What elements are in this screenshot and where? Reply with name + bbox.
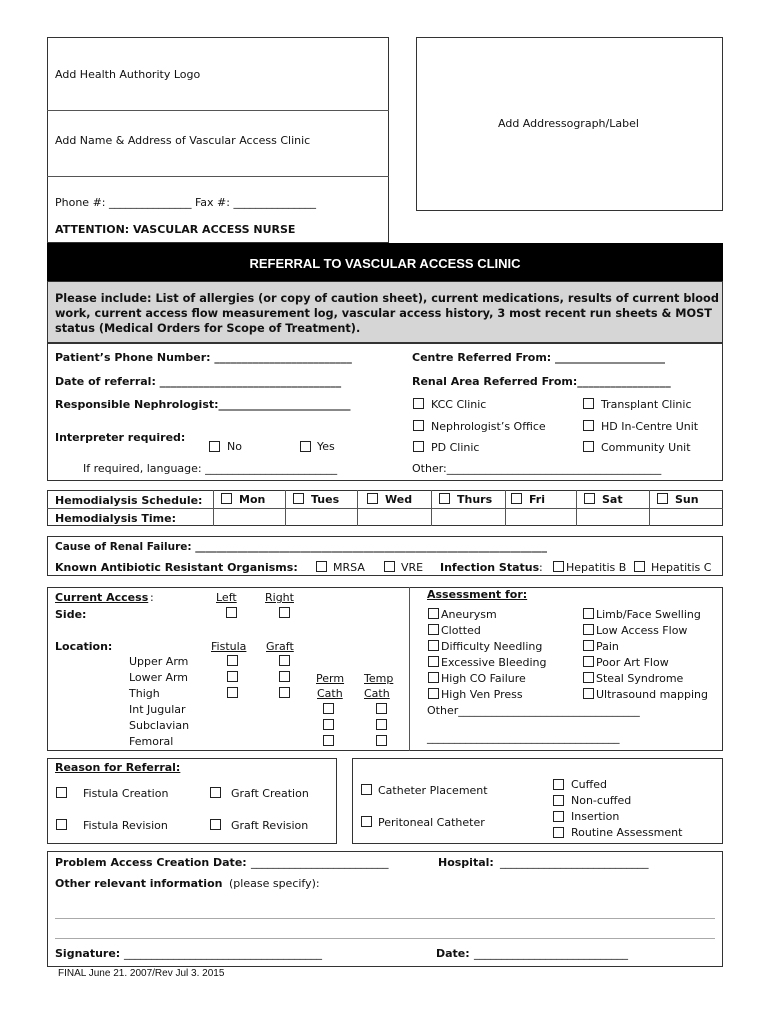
divider — [47, 176, 389, 177]
difficulty-needling-label: Difficulty Needling — [441, 640, 543, 653]
nephrologist-office-label: Nephrologist’s Office — [431, 420, 546, 433]
site-upper-arm: Upper Arm — [129, 655, 189, 668]
pd-clinic-label: PD Clinic — [431, 441, 480, 454]
divider — [47, 508, 723, 509]
schedule-label: Hemodialysis Schedule: — [55, 494, 203, 507]
divider — [213, 490, 214, 526]
int-jugular-perm-checkbox[interactable] — [323, 703, 334, 714]
instructions-line-3: status (Medical Orders for Scope of Treatment). — [55, 322, 361, 335]
fri-label: Fri — [529, 493, 546, 506]
other-source-field[interactable]: Other:_______________________________________ — [412, 462, 662, 475]
wed-checkbox[interactable] — [367, 493, 378, 504]
sat-checkbox[interactable] — [584, 493, 595, 504]
noncuffed-checkbox[interactable] — [553, 795, 564, 806]
other-info-label: Other relevant information — [55, 877, 223, 890]
cause-field[interactable]: Cause of Renal Failure: ___________________________________________________________________ — [55, 541, 547, 553]
mrsa-label: MRSA — [333, 561, 365, 574]
sun-label: Sun — [675, 493, 699, 506]
catheter-placement-label: Catheter Placement — [378, 784, 488, 797]
thurs-checkbox[interactable] — [439, 493, 450, 504]
limb-swelling-label: Limb/Face Swelling — [596, 608, 701, 621]
interpreter-no-checkbox[interactable] — [209, 441, 220, 452]
other-info-line-2[interactable] — [55, 938, 715, 939]
fistula-creation-checkbox[interactable] — [56, 787, 67, 798]
sat-label: Sat — [602, 493, 623, 506]
subclavian-temp-checkbox[interactable] — [376, 719, 387, 730]
divider — [47, 110, 389, 111]
aneurysm-label: Aneurysm — [441, 608, 497, 621]
graft-revision-label: Graft Revision — [231, 819, 309, 832]
mon-checkbox[interactable] — [221, 493, 232, 504]
wed-label: Wed — [385, 493, 413, 506]
hep-b-label: Hepatitis B — [566, 561, 627, 574]
high-ven-press-checkbox[interactable] — [428, 688, 439, 699]
graft-revision-checkbox[interactable] — [210, 819, 221, 830]
int-jugular-temp-checkbox[interactable] — [376, 703, 387, 714]
clotted-label: Clotted — [441, 624, 481, 637]
cuffed-label: Cuffed — [571, 778, 607, 791]
low-access-flow-label: Low Access Flow — [596, 624, 688, 637]
addressograph-placeholder: Add Addressograph/Label — [498, 117, 639, 130]
divider — [357, 490, 358, 526]
logo-placeholder: Add Health Authority Logo — [55, 68, 201, 81]
mon-label: Mon — [239, 493, 266, 506]
vre-label: VRE — [401, 561, 424, 574]
centre-referred-field[interactable]: Centre Referred From: ____________________ — [412, 351, 666, 364]
interpreter-yes-checkbox[interactable] — [300, 441, 311, 452]
perm-header: Perm — [316, 672, 345, 685]
hep-b-checkbox[interactable] — [553, 561, 564, 572]
site-thigh: Thigh — [129, 687, 160, 700]
mrsa-checkbox[interactable] — [316, 561, 327, 572]
temp-header: Temp — [364, 672, 394, 685]
tues-label: Tues — [311, 493, 340, 506]
signature-label: Signature: — [55, 947, 121, 960]
current-access-label: Current Access — [55, 591, 149, 604]
cuffed-checkbox[interactable] — [553, 779, 564, 790]
attention-line: ATTENTION: VASCULAR ACCESS NURSE — [55, 223, 296, 236]
hospital-label: Hospital: — [438, 856, 494, 869]
location-label: Location: — [55, 640, 113, 653]
nephrologist-office-checkbox[interactable] — [413, 420, 424, 431]
upper-arm-graft-checkbox[interactable] — [279, 655, 290, 666]
interpreter-yes-label: Yes — [317, 440, 335, 453]
infection-label: Infection Status — [440, 561, 540, 574]
fistula-revision-checkbox[interactable] — [56, 819, 67, 830]
vre-checkbox[interactable] — [384, 561, 395, 572]
assessment-other-line[interactable]: ___________________________________ — [427, 731, 620, 744]
temp-cath-header: Cath — [364, 687, 390, 700]
peritoneal-catheter-label: Peritoneal Catheter — [378, 816, 485, 829]
ultrasound-mapping-checkbox[interactable] — [583, 688, 594, 699]
phone-fax-field[interactable]: Phone #: _______________ Fax #: _______________ — [55, 196, 316, 209]
graft-creation-checkbox[interactable] — [210, 787, 221, 798]
hospital-field[interactable]: ___________________________ — [500, 856, 649, 869]
hd-unit-label: HD In-Centre Unit — [601, 420, 699, 433]
limb-swelling-checkbox[interactable] — [583, 608, 594, 619]
signature-field[interactable]: ____________________________________ — [124, 947, 322, 960]
assessment-other-field[interactable]: Other_________________________________ — [427, 704, 640, 717]
perm-cath-header: Cath — [317, 687, 343, 700]
instructions-line-1: Please include: List of allergies (or copy of caution sheet), current medications, results of current blood — [55, 292, 719, 305]
lower-arm-fistula-checkbox[interactable] — [227, 671, 238, 682]
site-lower-arm: Lower Arm — [129, 671, 189, 684]
fistula-creation-label: Fistula Creation — [83, 787, 169, 800]
fistula-header: Fistula — [211, 640, 247, 653]
community-label: Community Unit — [601, 441, 691, 454]
aneurysm-checkbox[interactable] — [428, 608, 439, 619]
reason-title: Reason for Referral: — [55, 761, 181, 774]
thigh-graft-checkbox[interactable] — [279, 687, 290, 698]
other-info-line-1[interactable] — [55, 918, 715, 919]
high-co-failure-checkbox[interactable] — [428, 672, 439, 683]
infection-colon: : — [539, 561, 543, 574]
pain-label: Pain — [596, 640, 619, 653]
hep-c-checkbox[interactable] — [634, 561, 645, 572]
fistula-revision-label: Fistula Revision — [83, 819, 168, 832]
revision-footer: FINAL June 21. 2007/Rev Jul 3. 2015 — [58, 968, 225, 979]
organisms-label: Known Antibiotic Resistant Organisms: — [55, 561, 298, 574]
instructions-line-2: work, current access flow measurement log, vascular access history, 3 most recent run sheets & MOST — [55, 307, 712, 320]
steal-syndrome-label: Steal Syndrome — [596, 672, 684, 685]
clinic-placeholder: Add Name & Address of Vascular Access Clinic — [55, 134, 311, 147]
poor-art-flow-checkbox[interactable] — [583, 656, 594, 667]
site-int-jugular: Int Jugular — [129, 703, 186, 716]
upper-arm-fistula-checkbox[interactable] — [227, 655, 238, 666]
high-ven-press-label: High Ven Press — [441, 688, 523, 701]
kcc-checkbox[interactable] — [413, 398, 424, 409]
interpreter-label: Interpreter required: — [55, 431, 186, 444]
date-field[interactable]: ____________________________ — [474, 947, 628, 960]
pd-clinic-checkbox[interactable] — [413, 441, 424, 452]
pain-checkbox[interactable] — [583, 640, 594, 651]
routine-assessment-checkbox[interactable] — [553, 827, 564, 838]
graft-creation-label: Graft Creation — [231, 787, 309, 800]
graft-header: Graft — [266, 640, 294, 653]
transplant-checkbox[interactable] — [583, 398, 594, 409]
clotted-checkbox[interactable] — [428, 624, 439, 635]
side-left-checkbox[interactable] — [226, 607, 237, 618]
lower-arm-graft-checkbox[interactable] — [279, 671, 290, 682]
subclavian-perm-checkbox[interactable] — [323, 719, 334, 730]
assessment-title: Assessment for: — [427, 588, 528, 601]
nephrologist-field[interactable]: Responsible Nephrologist:________________________ — [55, 398, 351, 411]
problem-date-label: Problem Access Creation Date: — [55, 856, 247, 869]
peritoneal-catheter-checkbox[interactable] — [361, 816, 372, 827]
excessive-bleeding-checkbox[interactable] — [428, 656, 439, 667]
divider — [505, 490, 506, 526]
kcc-label: KCC Clinic — [431, 398, 487, 411]
thurs-label: Thurs — [457, 493, 493, 506]
femoral-temp-checkbox[interactable] — [376, 735, 387, 746]
tues-checkbox[interactable] — [293, 493, 304, 504]
femoral-perm-checkbox[interactable] — [323, 735, 334, 746]
date-label: Date: — [436, 947, 470, 960]
thigh-fistula-checkbox[interactable] — [227, 687, 238, 698]
ultrasound-mapping-label: Ultrasound mapping — [596, 688, 708, 701]
steal-syndrome-checkbox[interactable] — [583, 672, 594, 683]
patient-phone-field[interactable]: Patient’s Phone Number: _________________________ — [55, 351, 352, 364]
sun-checkbox[interactable] — [657, 493, 668, 504]
divider — [576, 490, 577, 526]
low-access-flow-checkbox[interactable] — [583, 624, 594, 635]
noncuffed-label: Non-cuffed — [571, 794, 632, 807]
access-colon: : — [150, 591, 154, 604]
side-label: Side: — [55, 608, 87, 621]
problem-date-field[interactable]: _________________________ — [251, 856, 389, 869]
divider — [649, 490, 650, 526]
hep-c-label: Hepatitis C — [651, 561, 712, 574]
interpreter-no-label: No — [227, 440, 242, 453]
referral-date-field[interactable]: Date of referral: _________________________________ — [55, 375, 342, 388]
hd-unit-checkbox[interactable] — [583, 420, 594, 431]
difficulty-needling-checkbox[interactable] — [428, 640, 439, 651]
transplant-label: Transplant Clinic — [601, 398, 692, 411]
divider — [285, 490, 286, 526]
insertion-checkbox[interactable] — [553, 811, 564, 822]
site-subclavian: Subclavian — [129, 719, 190, 732]
excessive-bleeding-label: Excessive Bleeding — [441, 656, 547, 669]
fri-checkbox[interactable] — [511, 493, 522, 504]
divider — [431, 490, 432, 526]
routine-assessment-label: Routine Assessment — [571, 826, 683, 839]
side-right-checkbox[interactable] — [279, 607, 290, 618]
catheter-placement-checkbox[interactable] — [361, 784, 372, 795]
language-field[interactable]: If required, language: ________________________ — [83, 462, 338, 475]
poor-art-flow-label: Poor Art Flow — [596, 656, 669, 669]
high-co-failure-label: High CO Failure — [441, 672, 526, 685]
right-header: Right — [265, 591, 294, 604]
renal-area-field[interactable]: Renal Area Referred From:_________________ — [412, 375, 671, 388]
form-title: REFERRAL TO VASCULAR ACCESS CLINIC — [249, 256, 521, 271]
left-header: Left — [216, 591, 237, 604]
divider — [409, 587, 410, 751]
other-info-specify: (please specify): — [229, 877, 320, 890]
insertion-label: Insertion — [571, 810, 620, 823]
schedule-time-label: Hemodialysis Time: — [55, 512, 176, 525]
community-checkbox[interactable] — [583, 441, 594, 452]
site-femoral: Femoral — [129, 735, 174, 748]
